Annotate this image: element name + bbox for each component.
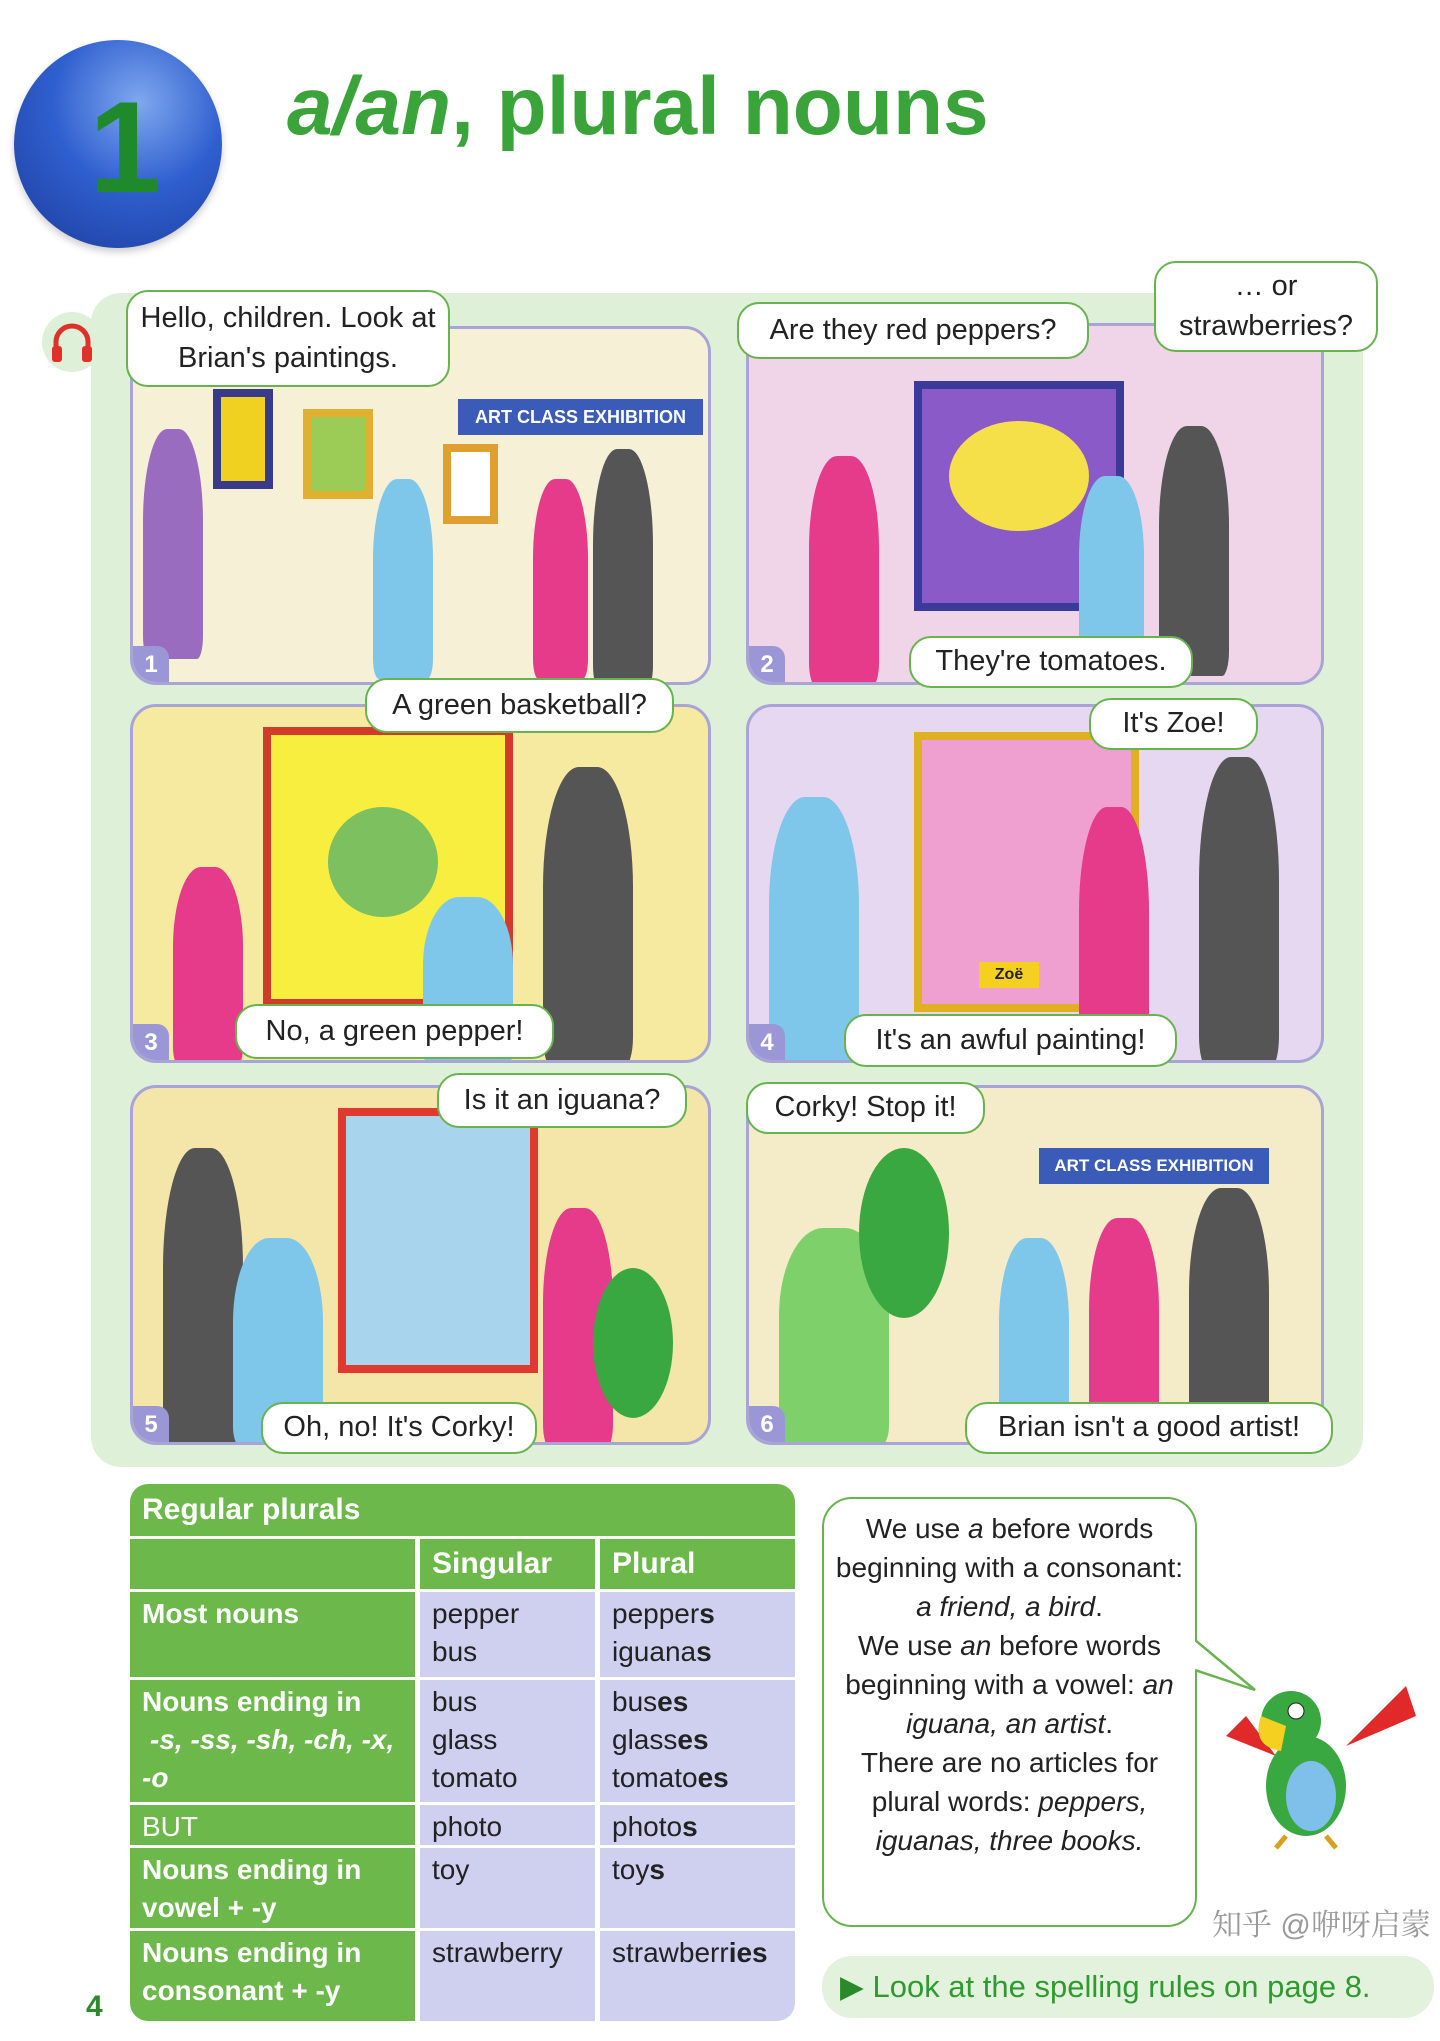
plural-cell [600, 1680, 795, 1802]
plural-stem: pepper [612, 1598, 700, 1629]
parrot-figure [593, 1268, 673, 1418]
row-label-text: -s, -ss, -sh, -ch, -x, -o [142, 1724, 395, 1793]
panel-number: 6 [749, 1406, 785, 1442]
note-text: We use [865, 1513, 968, 1544]
girl-figure [533, 479, 588, 679]
header-singular: Singular [420, 1539, 595, 1589]
comic-panel-2 [746, 323, 1324, 685]
singular-cell [420, 1680, 595, 1802]
row-label-text: Nouns ending in [142, 1937, 362, 1968]
title-rest: , plural nouns [451, 61, 989, 152]
singular-word: strawberry [432, 1937, 563, 1968]
row-label-text: vowel + -y [142, 1892, 277, 1923]
singular-cell [420, 1848, 595, 1928]
plural-stem: strawberr [612, 1937, 729, 1968]
speech-bubble: Are they red peppers? [737, 302, 1089, 359]
exhibition-sign: ART CLASS EXHIBITION [1039, 1148, 1269, 1184]
page-title [287, 60, 989, 154]
singular-cell [420, 1592, 595, 1677]
row-label-text: consonant + -y [142, 1975, 341, 2006]
headphones-icon[interactable] [42, 312, 102, 372]
plural-stem: tomato [612, 1762, 698, 1793]
plural-stem: toy [612, 1854, 650, 1885]
singular-cell [420, 1805, 595, 1845]
teacher-figure [143, 429, 203, 659]
painting-plate [949, 421, 1089, 531]
speech-bubble: A green basketball? [365, 678, 674, 733]
plural-word [612, 1683, 783, 1721]
plural-cell [600, 1931, 795, 2021]
brian-figure [593, 449, 653, 685]
row-label-text: Most nouns [142, 1598, 300, 1629]
plural-cell [600, 1592, 795, 1677]
table-title: Regular plurals [130, 1484, 795, 1536]
speech-bubble: It's an awful painting! [844, 1014, 1177, 1067]
plural-stem: glass [612, 1724, 678, 1755]
note-example: a [967, 1513, 984, 1544]
parrot-icon [1206, 1676, 1428, 1852]
note-text: before words beginning with a consonant: [835, 1513, 1184, 1583]
speech-bubble: Corky! Stop it! [746, 1082, 985, 1134]
panel-number: 2 [749, 646, 785, 682]
singular-word: tomato [432, 1762, 518, 1793]
zoe-figure [769, 797, 859, 1063]
plural-ending: s [649, 1854, 665, 1885]
singular-word: glass [432, 1724, 498, 1755]
brian-figure [543, 767, 633, 1063]
speech-bubble: … or strawberries? [1154, 261, 1378, 352]
girl-figure [173, 867, 243, 1063]
plural-stem: iguana [612, 1636, 697, 1667]
row-label-text: Nouns ending in [142, 1686, 362, 1717]
plural-word [612, 1851, 783, 1889]
spelling-rules-link[interactable] [822, 1956, 1434, 2018]
plural-word [612, 1721, 783, 1759]
plural-ending: s [682, 1811, 698, 1842]
row-label-text: Nouns ending in [142, 1854, 362, 1885]
panel-number: 3 [133, 1024, 169, 1060]
title-italic: a/an [287, 61, 452, 152]
plural-word [612, 1633, 783, 1671]
spelling-rules-text: Look at the spelling rules on page 8. [872, 1969, 1371, 2004]
comic-panel-6 [746, 1085, 1324, 1445]
note-example: an [960, 1630, 992, 1661]
row-label [130, 1805, 415, 1845]
speech-bubble: It's Zoe! [1089, 698, 1258, 750]
plural-word [612, 1808, 783, 1845]
unit-number: 1 [88, 74, 162, 220]
watermark: 知乎 @咿呀启蒙 [1212, 1909, 1431, 1942]
singular-word: bus [432, 1636, 478, 1667]
exhibition-sign: ART CLASS EXHIBITION [458, 399, 703, 435]
plural-word [612, 1595, 783, 1633]
brian-figure [1199, 757, 1279, 1063]
singular-cell [420, 1931, 595, 2021]
singular-word: pepper [432, 1598, 520, 1629]
plural-ending: es [657, 1686, 689, 1717]
note-text: There are no articles for plural words: [860, 1747, 1159, 1817]
plural-cell [600, 1848, 795, 1928]
brian-figure [163, 1148, 243, 1445]
note-text: We use [858, 1630, 961, 1661]
header-plural: Plural [600, 1539, 795, 1589]
singular-word: toy [432, 1854, 470, 1885]
panel-number: 5 [133, 1406, 169, 1442]
plural-ending: es [677, 1724, 709, 1755]
painting [443, 444, 498, 524]
row-label-text: BUT [142, 1811, 198, 1842]
plural-ending: s [696, 1636, 712, 1667]
painting-label: Zoë [979, 962, 1039, 988]
singular-word: bus [432, 1686, 478, 1717]
plural-word [612, 1759, 783, 1797]
plural-stem: bus [612, 1686, 658, 1717]
speech-bubble: Brian isn't a good artist! [965, 1402, 1333, 1454]
note-example: a friend, a bird [916, 1591, 1096, 1622]
painting [303, 409, 373, 499]
play-triangle-icon: ▶ [840, 1969, 864, 2004]
row-label [130, 1848, 415, 1928]
speech-bubble: Hello, children. Look at Brian's paintings. [126, 290, 450, 387]
row-label [130, 1592, 415, 1677]
page-number: 4 [86, 1990, 103, 2023]
note-text: before words beginning with a vowel: [845, 1630, 1161, 1700]
speech-bubble: Oh, no! It's Corky! [261, 1402, 537, 1454]
note-example: peppers, iguanas, three books. [875, 1786, 1148, 1856]
painting [213, 389, 273, 489]
green-pepper-painting [328, 807, 438, 917]
regular-plurals-table [130, 1484, 795, 2021]
plural-stem: photo [612, 1811, 683, 1842]
grammar-note-bubble: We use a before words beginning with a consonant: a friend, a bird. We use an before words beginning with a vowel: an iguana, an artist. There are no articles for plural words: peppers, iguanas, three books. [822, 1497, 1197, 1927]
plural-ending: ies [728, 1937, 768, 1968]
panel-number: 4 [749, 1024, 785, 1060]
singular-word: photo [432, 1811, 503, 1842]
iguana-painting [338, 1108, 538, 1373]
girl-figure [809, 456, 879, 685]
speech-bubble: They're tomatoes. [909, 636, 1193, 688]
comic-panel-5 [130, 1085, 711, 1445]
table-header-empty [130, 1539, 415, 1589]
comic-panel-4 [746, 704, 1324, 1063]
speech-bubble: Is it an iguana? [437, 1073, 687, 1128]
plural-ending: s [699, 1598, 715, 1629]
zoe-figure [373, 479, 433, 679]
plural-ending: es [697, 1762, 729, 1793]
speech-bubble: No, a green pepper! [235, 1004, 554, 1059]
row-label [130, 1931, 415, 2021]
parrot-figure [859, 1148, 949, 1318]
row-label [130, 1680, 415, 1802]
plural-word [612, 1934, 783, 1972]
note-example: an iguana, an artist [905, 1669, 1174, 1739]
panel-number: 1 [133, 646, 169, 682]
plural-cell [600, 1805, 795, 1845]
